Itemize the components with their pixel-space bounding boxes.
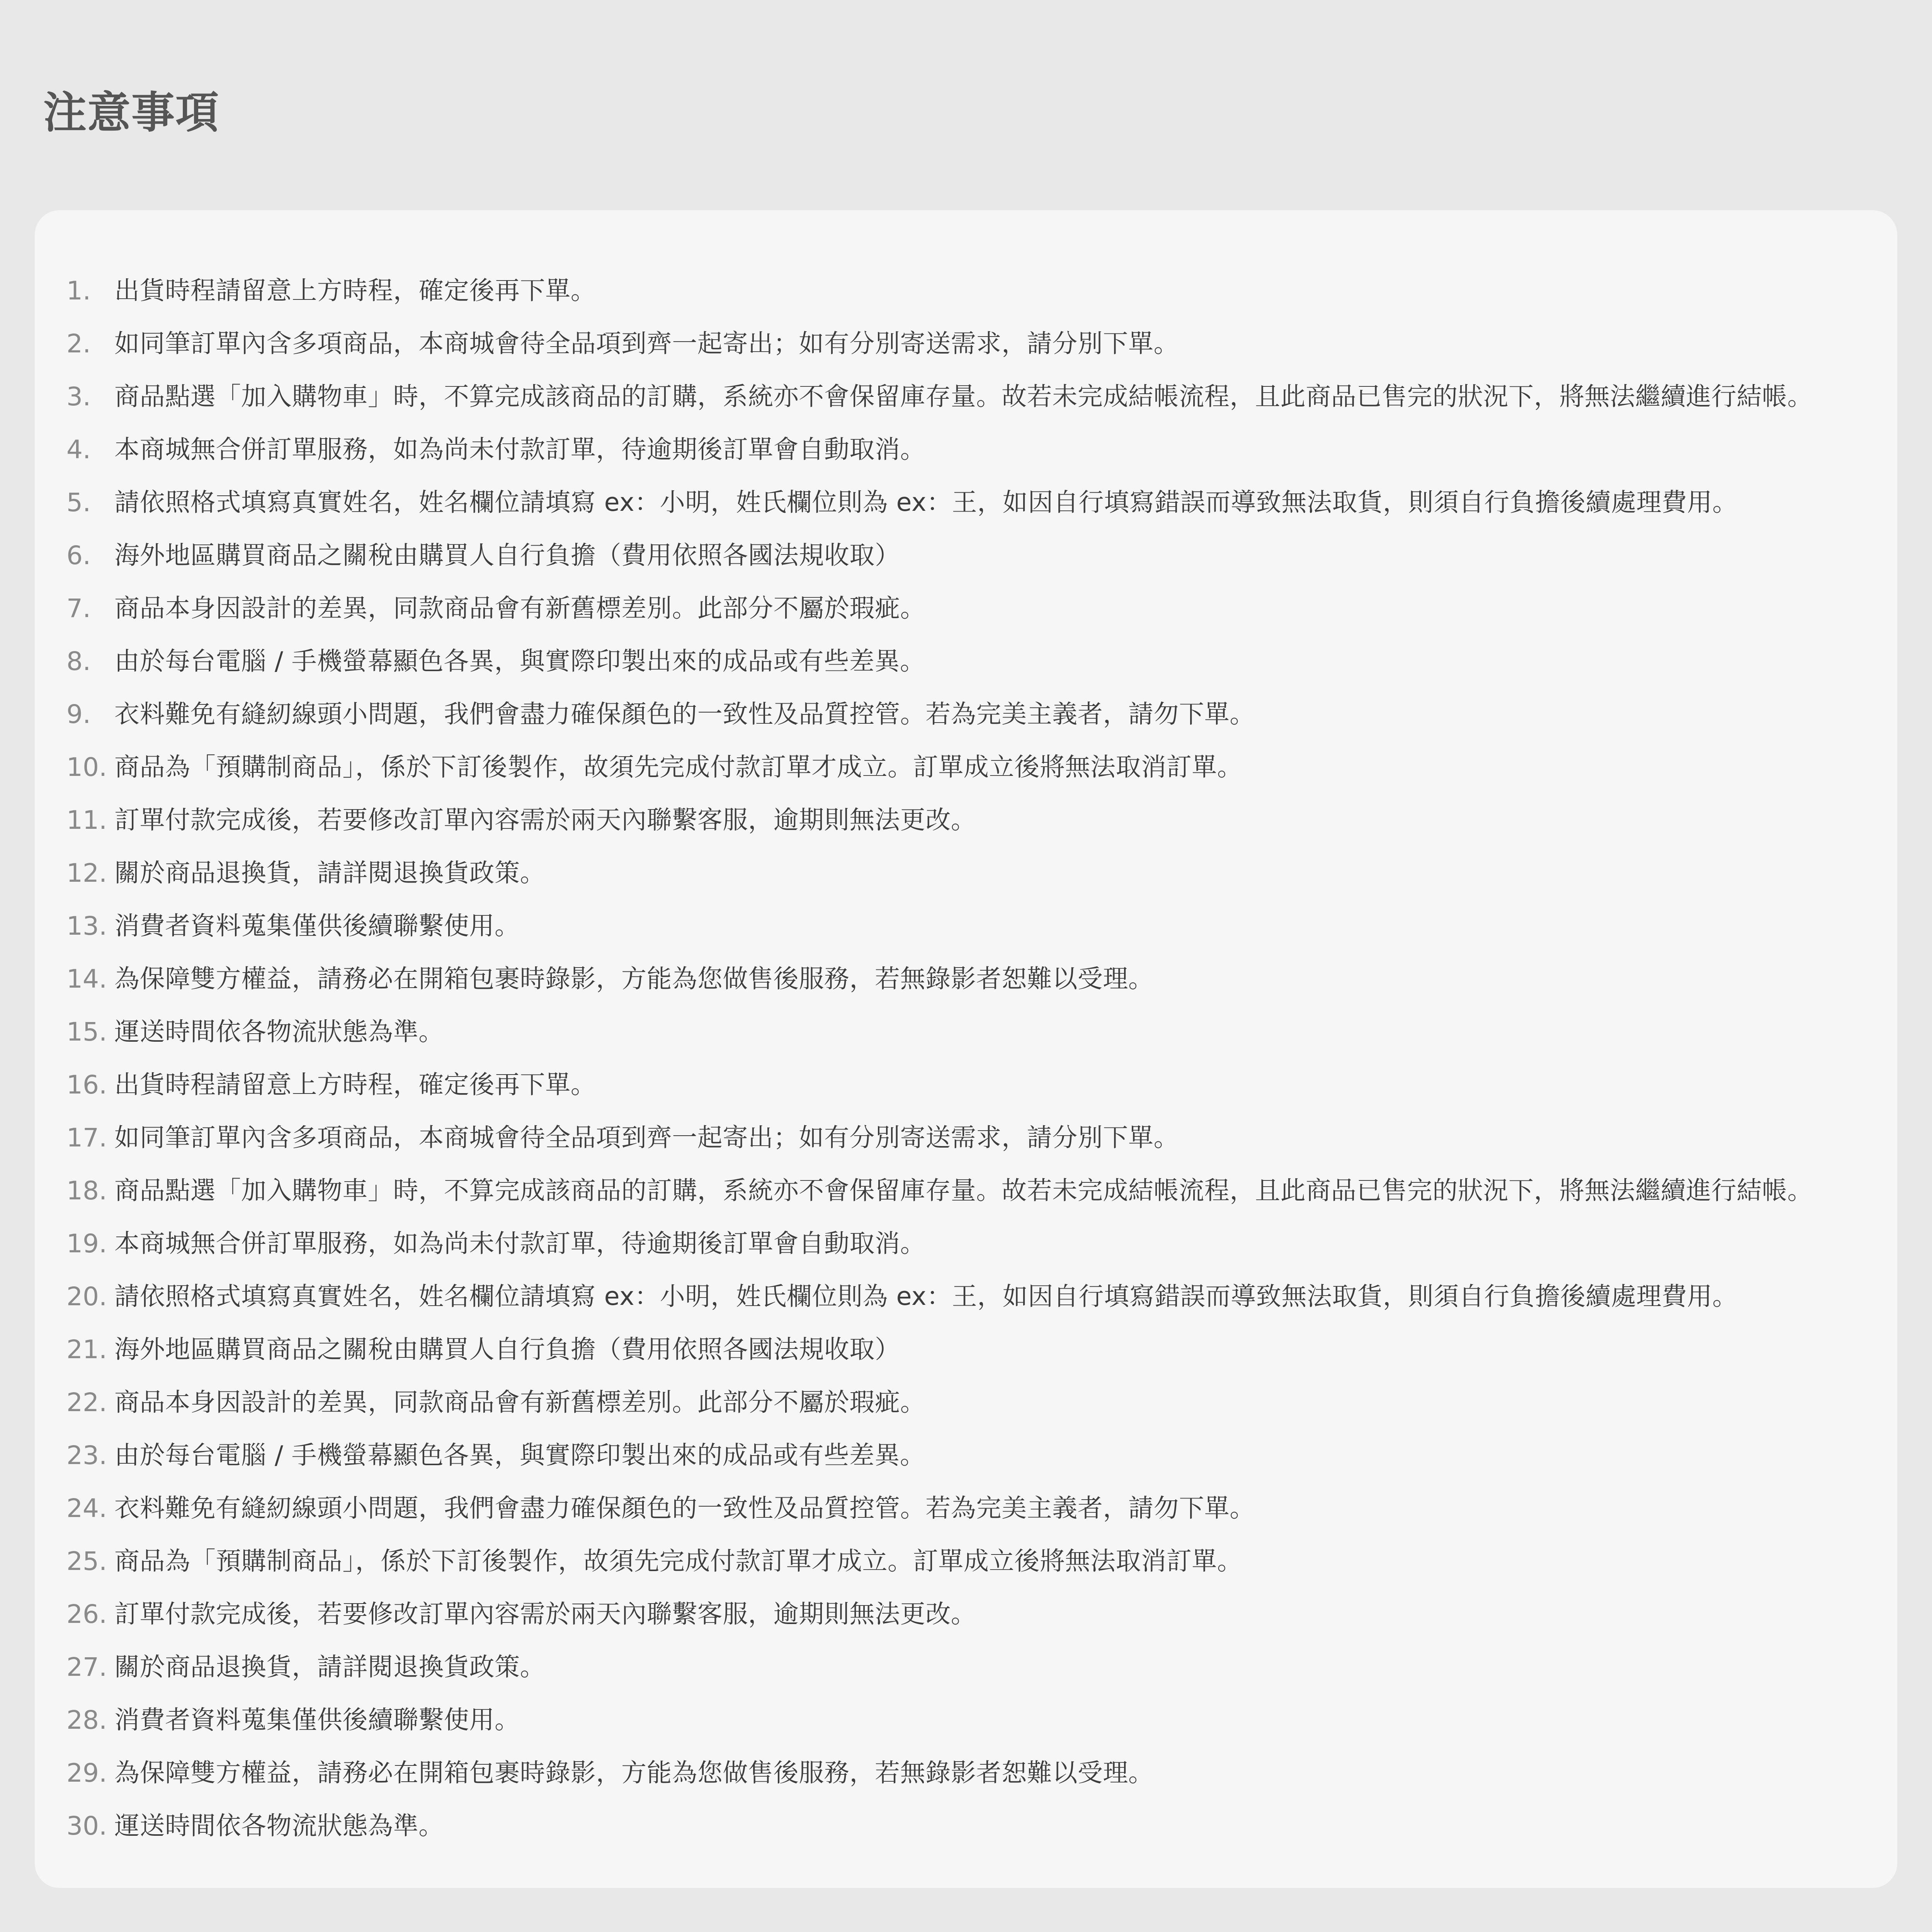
list-item-number: 15. xyxy=(66,1017,107,1047)
list-item-number: 25. xyxy=(66,1546,107,1576)
list-item xyxy=(35,741,1897,794)
list-item-number: 10. xyxy=(66,752,107,782)
list-item-text: 衣料難免有縫紉線頭小問題，我們會盡力確保顏色的一致性及品質控管。若為完美主義者，請勿下單。 xyxy=(114,700,1255,729)
list-item-number: 23. xyxy=(66,1440,107,1470)
list-item xyxy=(35,1164,1897,1217)
list-item-text: 衣料難免有縫紉線頭小問題，我們會盡力確保顏色的一致性及品質控管。若為完美主義者，請勿下單。 xyxy=(114,1494,1255,1523)
list-item xyxy=(35,476,1897,529)
list-item-number: 24. xyxy=(66,1493,107,1523)
list-item-text: 運送時間依各物流狀態為準。 xyxy=(114,1811,444,1840)
list-item-text: 訂單付款完成後，若要修改訂單內容需於兩天內聯繫客服，逾期則無法更改。 xyxy=(114,1600,976,1629)
list-item xyxy=(35,635,1897,688)
list-item-text: 關於商品退換貨，請詳閱退換貨政策。 xyxy=(114,859,546,888)
list-item-number: 20. xyxy=(66,1282,107,1311)
list-item-number: 12. xyxy=(66,858,107,888)
list-item-text: 商品本身因設計的差異，同款商品會有新舊標差別。此部分不屬於瑕疵。 xyxy=(114,1388,926,1417)
list-item xyxy=(35,1111,1897,1164)
list-item xyxy=(35,1005,1897,1058)
list-item-number: 22. xyxy=(66,1388,107,1417)
list-item-number: 8. xyxy=(66,646,91,676)
list-item xyxy=(35,1058,1897,1111)
list-item-number: 17. xyxy=(66,1123,107,1153)
list-item-text: 商品為「預購制商品」，係於下訂後製作，故須先完成付款訂單才成立。訂單成立後將無法取消訂單。 xyxy=(114,1547,1243,1576)
list-item xyxy=(35,1799,1897,1852)
list-item-number: 11. xyxy=(66,805,107,835)
list-item xyxy=(35,847,1897,900)
list-item-text: 由於每台電腦 / 手機螢幕顯色各異，與實際印製出來的成品或有些差異。 xyxy=(114,647,925,676)
list-item xyxy=(35,900,1897,952)
list-item-text: 出貨時程請留意上方時程，確定後再下單。 xyxy=(114,276,596,305)
list-item-text: 海外地區購買商品之關稅由購買人自行負擔（費用依照各國法規收取） xyxy=(114,541,900,570)
list-item-number: 16. xyxy=(66,1070,107,1100)
list-item xyxy=(35,1429,1897,1482)
list-item-number: 21. xyxy=(66,1335,107,1364)
list-item xyxy=(35,688,1897,741)
list-item xyxy=(35,1641,1897,1694)
list-item xyxy=(35,264,1897,317)
list-item-number: 2. xyxy=(66,329,91,359)
list-item-number: 18. xyxy=(66,1176,107,1206)
list-item-number: 28. xyxy=(66,1705,107,1735)
list-item-number: 9. xyxy=(66,699,91,729)
list-item-number: 19. xyxy=(66,1229,107,1259)
list-item-text: 訂單付款完成後，若要修改訂單內容需於兩天內聯繫客服，逾期則無法更改。 xyxy=(114,806,976,835)
list-item-text: 為保障雙方權益，請務必在開箱包裹時錄影，方能為您做售後服務，若無錄影者恕難以受理。 xyxy=(114,964,1154,993)
list-item-text: 為保障雙方權益，請務必在開箱包裹時錄影，方能為您做售後服務，若無錄影者恕難以受理。 xyxy=(114,1759,1154,1787)
list-item-number: 29. xyxy=(66,1758,107,1788)
list-item xyxy=(35,1588,1897,1641)
list-item xyxy=(35,794,1897,847)
list-item xyxy=(35,1694,1897,1747)
list-item xyxy=(35,529,1897,582)
list-item-text: 本商城無合併訂單服務，如為尚未付款訂單，待逾期後訂單會自動取消。 xyxy=(114,1229,926,1258)
list-item xyxy=(35,1747,1897,1799)
list-item xyxy=(35,952,1897,1005)
list-item xyxy=(35,582,1897,635)
list-item-number: 14. xyxy=(66,964,107,994)
list-item-text: 商品點選「加入購物車」時，不算完成該商品的訂購，系統亦不會保留庫存量。故若未完成結帳流程，且此商品已售完的狀況下，將無法繼續進行結帳。 xyxy=(114,1176,1813,1205)
list-item-text: 商品為「預購制商品」，係於下訂後製作，故須先完成付款訂單才成立。訂單成立後將無法取消訂單。 xyxy=(114,753,1243,782)
list-item xyxy=(35,1376,1897,1429)
list-item-text: 關於商品退換貨，請詳閱退換貨政策。 xyxy=(114,1653,546,1682)
list-item xyxy=(35,370,1897,423)
list-item xyxy=(35,1217,1897,1270)
list-item xyxy=(35,423,1897,476)
list-item-text: 運送時間依各物流狀態為準。 xyxy=(114,1017,444,1046)
list-item xyxy=(35,1482,1897,1535)
list-item-number: 4. xyxy=(66,435,91,464)
page-title: 注意事項 xyxy=(43,88,219,138)
list-item-text: 由於每台電腦 / 手機螢幕顯色各異，與實際印製出來的成品或有些差異。 xyxy=(114,1441,925,1470)
list-item-text: 商品點選「加入購物車」時，不算完成該商品的訂購，系統亦不會保留庫存量。故若未完成結帳流程，且此商品已售完的狀況下，將無法繼續進行結帳。 xyxy=(114,382,1813,411)
notice-list xyxy=(35,264,1897,1852)
list-item-number: 5. xyxy=(66,488,91,517)
notice-card xyxy=(35,210,1897,1888)
list-item-text: 商品本身因設計的差異，同款商品會有新舊標差別。此部分不屬於瑕疵。 xyxy=(114,594,926,623)
list-item xyxy=(35,1270,1897,1323)
list-item xyxy=(35,1535,1897,1588)
list-item-text: 如同筆訂單內含多項商品，本商城會待全品項到齊一起寄出；如有分別寄送需求，請分別下單。 xyxy=(114,329,1179,358)
list-item-text: 消費者資料蒐集僅供後續聯繫使用。 xyxy=(114,1706,520,1735)
list-item-text: 出貨時程請留意上方時程，確定後再下單。 xyxy=(114,1070,596,1099)
list-item xyxy=(35,1323,1897,1376)
list-item-text: 本商城無合併訂單服務，如為尚未付款訂單，待逾期後訂單會自動取消。 xyxy=(114,435,926,464)
list-item-number: 27. xyxy=(66,1652,107,1682)
list-item-number: 3. xyxy=(66,382,91,412)
list-item-number: 13. xyxy=(66,911,107,941)
list-item-text: 請依照格式填寫真實姓名，姓名欄位請填寫 ex：小明，姓氏欄位則為 ex：王，如因自行填寫錯誤而導致無法取貨，則須自行負擔後續處理費用。 xyxy=(114,488,1738,517)
list-item xyxy=(35,317,1897,370)
list-item-number: 30. xyxy=(66,1811,107,1841)
list-item-text: 消費者資料蒐集僅供後續聯繫使用。 xyxy=(114,912,520,940)
list-item-text: 如同筆訂單內含多項商品，本商城會待全品項到齊一起寄出；如有分別寄送需求，請分別下單。 xyxy=(114,1123,1179,1152)
list-item-text: 請依照格式填寫真實姓名，姓名欄位請填寫 ex：小明，姓氏欄位則為 ex：王，如因自行填寫錯誤而導致無法取貨，則須自行負擔後續處理費用。 xyxy=(114,1282,1738,1311)
list-item-number: 26. xyxy=(66,1599,107,1629)
list-item-number: 6. xyxy=(66,541,91,570)
list-item-number: 7. xyxy=(66,594,91,623)
list-item-text: 海外地區購買商品之關稅由購買人自行負擔（費用依照各國法規收取） xyxy=(114,1335,900,1364)
list-item-number: 1. xyxy=(66,276,91,306)
